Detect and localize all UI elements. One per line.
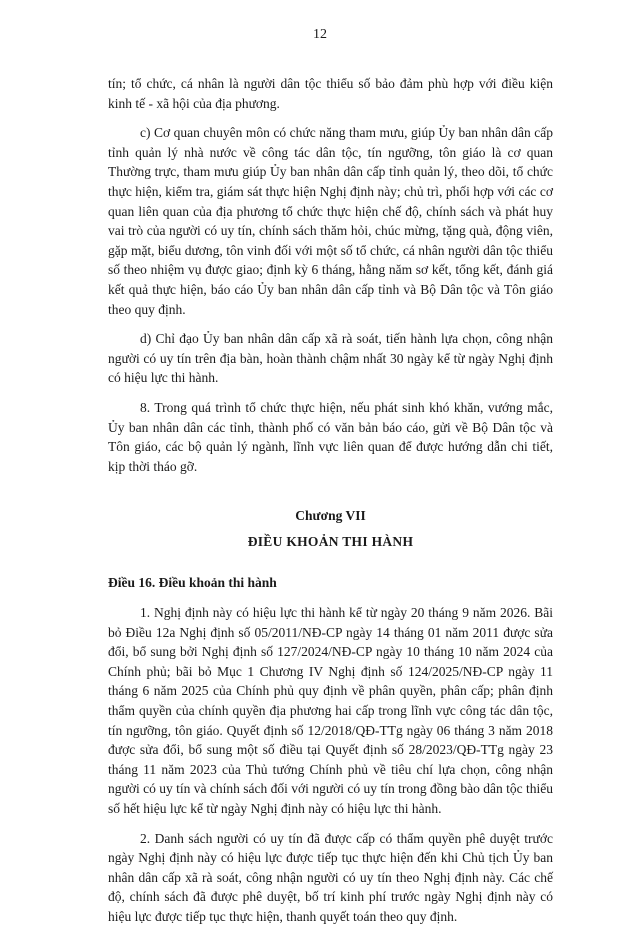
- paragraph-item-8: 8. Trong quá trình tổ chức thực hiện, nếu phát sinh khó khăn, vướng mắc, Ủy ban nhân dân các tỉnh, thành phố có văn bản báo cáo, gửi về Bộ Dân tộc và Tôn giáo, các bộ quản lý ngành, lĩnh vực liên quan để được hướng dẫn chi tiết, kịp thời tháo gỡ.: [108, 399, 553, 474]
- article-heading: Điều 16. Điều khoản thi hành: [108, 575, 277, 591]
- document-body: [108, 74, 553, 927]
- paragraph-item-c: c) Cơ quan chuyên môn có chức năng tham mưu, giúp Ủy ban nhân dân cấp tỉnh quản lý nhà nước về công tác dân tộc, tín ngưỡng, tôn giáo là cơ quan Thường trực, tham mưu giúp Ủy ban nhân dân cấp tỉnh quản lý, theo dõi, tổ chức thực hiện, kiểm tra, giám sát thực hiện Nghị định này; chủ trì, phối hợp với các cơ quan liên quan của địa phương tổ chức thực hiện chế độ, chính sách và phát huy vai trò của người có uy tín, chính sách thăm hỏi, chúc mừng, tặng quà, động viên, gặp mặt, biểu dương, tôn vinh đối với một số tổ chức, cá nhân người dân tộc thiểu số theo nhiệm vụ được giao; định kỳ 6 tháng, hằng năm sơ kết, tổng kết, đánh giá kết quả thực hiện, báo cáo Ủy ban nhân dân cấp tỉnh và Bộ Dân tộc và Tôn giáo theo quy định.: [108, 125, 553, 317]
- chapter-title: ĐIỀU KHOẢN THI HÀNH: [247, 533, 414, 549]
- paragraph-item-d: d) Chỉ đạo Ủy ban nhân dân cấp xã rà soát, tiến hành lựa chọn, công nhận người có uy tín trên địa bàn, hoàn thành chậm nhất 30 ngày kể từ ngày Nghị định có hiệu lực thi hành.: [108, 331, 553, 386]
- paragraph-article-2: 2. Danh sách người có uy tín đã được cấp có thẩm quyền phê duyệt trước ngày Nghị định này có hiệu lực được tiếp tục thực hiện đến khi Chủ tịch Ủy ban nhân dân cấp xã rà soát, công nhận người có uy tín theo Nghị định này. Các chế độ, chính sách đã được phê duyệt, bố trí kinh phí trước ngày Nghị định này có hiệu lực được tiếp tục thực hiện, thanh quyết toán theo quy định.: [108, 830, 553, 924]
- chapter-heading: Chương VII: [295, 508, 366, 524]
- paragraph-continuation: tín; tổ chức, cá nhân là người dân tộc thiểu số bảo đảm phù hợp với điều kiện kinh tế - xã hội của địa phương.: [108, 76, 553, 111]
- page-number: 12: [313, 27, 327, 42]
- paragraph-article-1: 1. Nghị định này có hiệu lực thi hành kể từ ngày 20 tháng 9 năm 2026. Bãi bỏ Điều 12a Nghị định số 05/2011/NĐ-CP ngày 14 tháng 01 năm 2011 được sửa đổi, bổ sung bởi Nghị định số 127/2024/NĐ-CP ngày 10 tháng 10 năm 2024 của Chính phủ; bãi bỏ Mục 1 Chương IV Nghị định số 124/2025/NĐ-CP ngày 11 tháng 6 năm 2025 của Chính phủ quy định về phân quyền, phân cấp; phân định thẩm quyền của chính quyền địa phương hai cấp trong lĩnh vực công tác dân tộc, tín ngưỡng, tôn giáo. Quyết định số 12/2018/QĐ-TTg ngày 06 tháng 3 năm 2018 được sửa đổi, bổ sung một số điều tại Quyết định số 28/2023/QĐ-TTg ngày 23 tháng 11 năm 2023 của Thủ tướng Chính phủ về tiêu chí lựa chọn, công nhận người có uy tín và chính sách đối với người có uy tín trong đồng bào dân tộc thiểu số hết hiệu lực kể từ ngày Nghị định này có hiệu lực thi hành.: [108, 605, 553, 816]
